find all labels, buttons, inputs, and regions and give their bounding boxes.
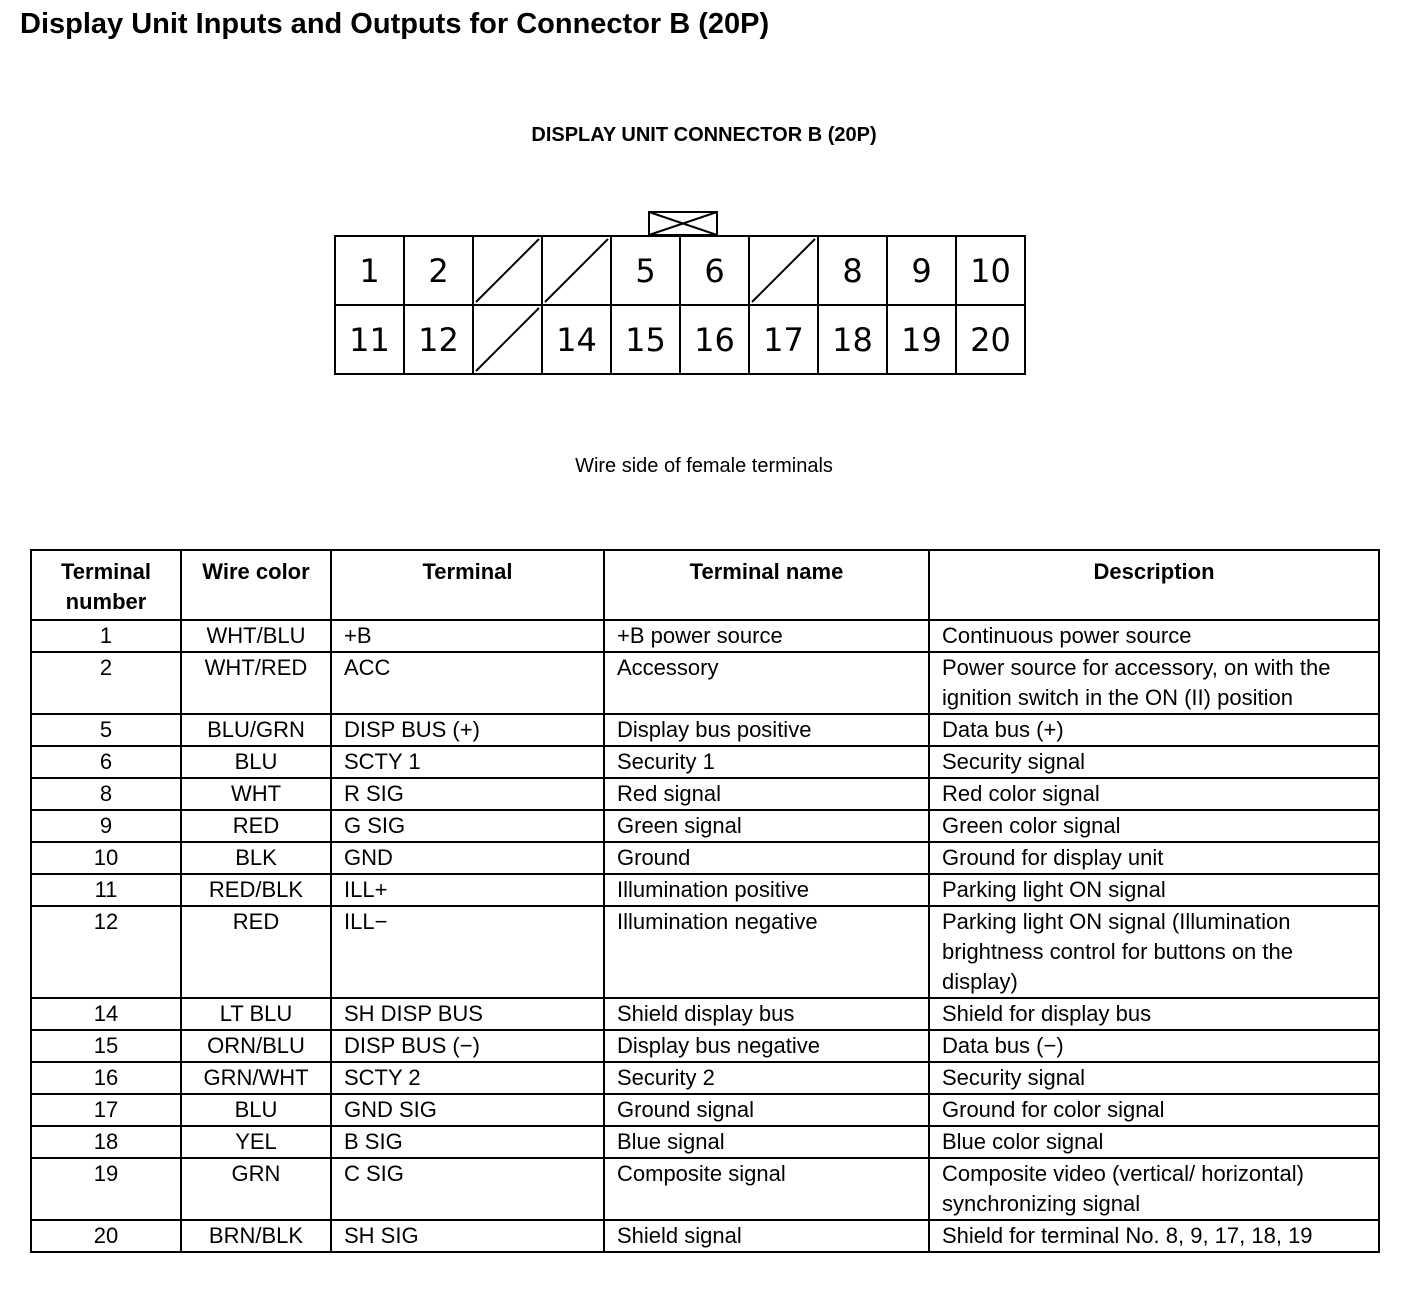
- terminal-name-cell: Ground: [604, 842, 929, 874]
- terminal-name-cell: Security 1: [604, 746, 929, 778]
- connector-cell: 1: [335, 236, 404, 305]
- terminal-cell: DISP BUS (−): [331, 1030, 604, 1062]
- description-cell: Composite video (vertical/ horizontal) synchronizing signal: [929, 1158, 1379, 1220]
- connector-cell: 17: [749, 305, 818, 374]
- table-row: [31, 1030, 1379, 1062]
- table-row: [31, 1158, 1379, 1220]
- terminal-cell: SH SIG: [331, 1220, 604, 1252]
- terminal-name-cell: Display bus negative: [604, 1030, 929, 1062]
- terminal-number-cell: 5: [31, 714, 181, 746]
- connector-cell-unused: [542, 236, 611, 305]
- connector-cell: 8: [818, 236, 887, 305]
- description-cell: Parking light ON signal (Illumination brightness control for buttons on the display): [929, 906, 1379, 998]
- wire-color-cell: BLU/GRN: [181, 714, 331, 746]
- io-table: [30, 549, 1380, 1253]
- connector-cell-unused: [473, 305, 542, 374]
- connector-cell: 16: [680, 305, 749, 374]
- header-terminal-number: Terminal number: [31, 550, 181, 620]
- terminal-number-cell: 11: [31, 874, 181, 906]
- terminal-number-cell: 12: [31, 906, 181, 998]
- table-row: [31, 906, 1379, 998]
- connector-cell: 15: [611, 305, 680, 374]
- terminal-cell: ILL+: [331, 874, 604, 906]
- page-title: Display Unit Inputs and Outputs for Connector B (20P): [20, 8, 770, 40]
- header-description: Description: [929, 550, 1379, 620]
- terminal-cell: SCTY 1: [331, 746, 604, 778]
- connector-cell: 19: [887, 305, 956, 374]
- connector-terminal-grid: [334, 235, 1026, 375]
- connector-latch-icon: [648, 211, 718, 235]
- wire-color-cell: ORN/BLU: [181, 1030, 331, 1062]
- connector-cell: 9: [887, 236, 956, 305]
- description-cell: Continuous power source: [929, 620, 1379, 652]
- connector-cell-unused: [749, 236, 818, 305]
- connector-cell: 11: [335, 305, 404, 374]
- terminal-name-cell: Security 2: [604, 1062, 929, 1094]
- terminal-number-cell: 19: [31, 1158, 181, 1220]
- wire-color-cell: RED: [181, 810, 331, 842]
- wire-color-cell: GRN/WHT: [181, 1062, 331, 1094]
- header-terminal: Terminal: [331, 550, 604, 620]
- terminal-name-cell: Shield signal: [604, 1220, 929, 1252]
- table-row: [31, 842, 1379, 874]
- description-cell: Data bus (+): [929, 714, 1379, 746]
- terminal-cell: G SIG: [331, 810, 604, 842]
- terminal-name-cell: Red signal: [604, 778, 929, 810]
- header-terminal-name: Terminal name: [604, 550, 929, 620]
- terminal-cell: SCTY 2: [331, 1062, 604, 1094]
- terminal-number-cell: 20: [31, 1220, 181, 1252]
- terminal-name-cell: Shield display bus: [604, 998, 929, 1030]
- wire-color-cell: WHT: [181, 778, 331, 810]
- description-cell: Security signal: [929, 746, 1379, 778]
- terminal-name-cell: Display bus positive: [604, 714, 929, 746]
- terminal-name-cell: Blue signal: [604, 1126, 929, 1158]
- terminal-cell: GND SIG: [331, 1094, 604, 1126]
- terminal-cell: R SIG: [331, 778, 604, 810]
- connector-row-top: [335, 236, 1025, 305]
- table-row: [31, 746, 1379, 778]
- table-row: [31, 1220, 1379, 1252]
- table-row: [31, 620, 1379, 652]
- terminal-cell: ACC: [331, 652, 604, 714]
- table-row: [31, 778, 1379, 810]
- terminal-name-cell: Illumination negative: [604, 906, 929, 998]
- wire-color-cell: BLU: [181, 746, 331, 778]
- terminal-name-cell: Accessory: [604, 652, 929, 714]
- unused-slash-icon: [543, 237, 610, 304]
- connector-title: DISPLAY UNIT CONNECTOR B (20P): [531, 124, 877, 146]
- connector-caption: Wire side of female terminals: [575, 455, 833, 477]
- connector-cell: 10: [956, 236, 1025, 305]
- table-header-row: [31, 550, 1379, 620]
- terminal-number-cell: 2: [31, 652, 181, 714]
- description-cell: Ground for color signal: [929, 1094, 1379, 1126]
- terminal-cell: +B: [331, 620, 604, 652]
- description-cell: Parking light ON signal: [929, 874, 1379, 906]
- wire-color-cell: RED: [181, 906, 331, 998]
- wire-color-cell: WHT/RED: [181, 652, 331, 714]
- table-row: [31, 652, 1379, 714]
- terminal-number-cell: 15: [31, 1030, 181, 1062]
- terminal-number-cell: 16: [31, 1062, 181, 1094]
- table-row: [31, 1126, 1379, 1158]
- terminal-name-cell: +B power source: [604, 620, 929, 652]
- table-row: [31, 810, 1379, 842]
- description-cell: Power source for accessory, on with the ignition switch in the ON (II) position: [929, 652, 1379, 714]
- terminal-number-cell: 18: [31, 1126, 181, 1158]
- terminal-name-cell: Composite signal: [604, 1158, 929, 1220]
- terminal-cell: B SIG: [331, 1126, 604, 1158]
- description-cell: Shield for display bus: [929, 998, 1379, 1030]
- wire-color-cell: BLK: [181, 842, 331, 874]
- wire-color-cell: YEL: [181, 1126, 331, 1158]
- header-wire-color: Wire color: [181, 550, 331, 620]
- table-row: [31, 714, 1379, 746]
- terminal-cell: DISP BUS (+): [331, 714, 604, 746]
- wire-color-cell: WHT/BLU: [181, 620, 331, 652]
- connector-cell: 6: [680, 236, 749, 305]
- terminal-cell: ILL−: [331, 906, 604, 998]
- terminal-number-cell: 10: [31, 842, 181, 874]
- table-row: [31, 874, 1379, 906]
- table-row: [31, 1062, 1379, 1094]
- terminal-cell: SH DISP BUS: [331, 998, 604, 1030]
- wire-color-cell: LT BLU: [181, 998, 331, 1030]
- description-cell: Ground for display unit: [929, 842, 1379, 874]
- terminal-name-cell: Green signal: [604, 810, 929, 842]
- description-cell: Security signal: [929, 1062, 1379, 1094]
- unused-slash-icon: [750, 237, 817, 304]
- terminal-number-cell: 8: [31, 778, 181, 810]
- connector-cell: 2: [404, 236, 473, 305]
- table-row: [31, 1094, 1379, 1126]
- connector-cell: 12: [404, 305, 473, 374]
- description-cell: Red color signal: [929, 778, 1379, 810]
- unused-slash-icon: [474, 237, 541, 304]
- wire-color-cell: BRN/BLK: [181, 1220, 331, 1252]
- terminal-name-cell: Ground signal: [604, 1094, 929, 1126]
- terminal-number-cell: 6: [31, 746, 181, 778]
- unused-slash-icon: [474, 306, 541, 373]
- terminal-number-cell: 1: [31, 620, 181, 652]
- wire-color-cell: GRN: [181, 1158, 331, 1220]
- description-cell: Blue color signal: [929, 1126, 1379, 1158]
- description-cell: Shield for terminal No. 8, 9, 17, 18, 19: [929, 1220, 1379, 1252]
- terminal-cell: C SIG: [331, 1158, 604, 1220]
- terminal-cell: GND: [331, 842, 604, 874]
- connector-cell: 18: [818, 305, 887, 374]
- table-row: [31, 998, 1379, 1030]
- terminal-name-cell: Illumination positive: [604, 874, 929, 906]
- connector-cell: 5: [611, 236, 680, 305]
- connector-cell: 20: [956, 305, 1025, 374]
- description-cell: Green color signal: [929, 810, 1379, 842]
- connector-diagram: [334, 211, 1030, 376]
- terminal-number-cell: 9: [31, 810, 181, 842]
- wire-color-cell: RED/BLK: [181, 874, 331, 906]
- wire-color-cell: BLU: [181, 1094, 331, 1126]
- terminal-number-cell: 14: [31, 998, 181, 1030]
- connector-row-bottom: [335, 305, 1025, 374]
- description-cell: Data bus (−): [929, 1030, 1379, 1062]
- terminal-number-cell: 17: [31, 1094, 181, 1126]
- connector-cell-unused: [473, 236, 542, 305]
- connector-cell: 14: [542, 305, 611, 374]
